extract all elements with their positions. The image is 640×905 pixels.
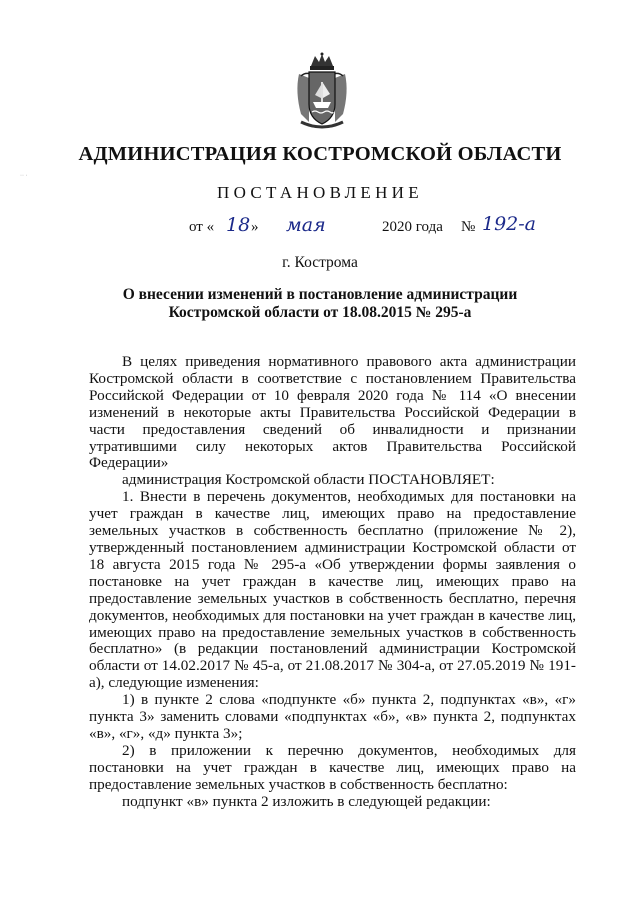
- document-title: [90, 286, 550, 322]
- date-prefix: от «: [189, 219, 215, 235]
- number-sign: №: [461, 219, 476, 235]
- document-body: [89, 354, 576, 810]
- date-year: 2020 года: [382, 219, 443, 235]
- coat-of-arms-emblem: [291, 52, 353, 132]
- date-day-handwritten: 18: [226, 214, 251, 236]
- paragraph-preamble: В целях приведения нормативного правового акта администрации Костромской области в соответствие с постановлением Правительства Российской Федерации от 10 февраля 2020 года № 114 «О внесении изменений в некоторые акты Правительства Российской Федерации в части предоставления сведений об инвалидности и признании утратившими силу некоторых актов Правительства Российской Федерации»: [89, 353, 576, 472]
- document-number-handwritten: 192-а: [482, 213, 537, 235]
- paragraph-item-1: 1. Внести в перечень документов, необходимых для постановки на учет граждан в качестве лиц, имеющих право на предоставление земельных участков в собственность бесплатно (приложение № 2), утвержденный постановлением администрации Костромской области от 18 августа 2015 года № 295-а «Об утверждении формы заявления о постановке на учет граждан в качестве лиц, имеющих право на предоставление земельных участков в собственность бесплатно, перечня документов, необходимых для постановки на учет граждан в качестве лиц, имеющих право на предоставление земельных участков в собственность бесплатно» (в редакции постановлений администрации Костромской области от 14.02.2017 № 45-а, от 21.08.2017 № 304-а, от 27.05.2019 № 191-а), следующие изменения:: [89, 488, 576, 692]
- title-line-2: Костромской области от 18.08.2015 № 295-а: [168, 304, 472, 321]
- paragraph-subitem-1: 1) в пункте 2 слова «подпункте «б» пункта 2, подпунктах «в», «г» пункта 3» заменить словами «подпунктах «б», «в» пункта 2, подпунктах «в», «г», «д» пункта 3»;: [89, 691, 576, 742]
- document-type: ПОСТАНОВЛЕНИЕ: [217, 183, 423, 202]
- margin-mark: ·· ·: [20, 173, 28, 179]
- agency-name: АДМИНИСТРАЦИЯ КОСТРОМСКОЙ ОБЛАСТИ: [78, 143, 562, 165]
- paragraph-resolves: администрация Костромской области ПОСТАНОВЛЯЕТ:: [122, 471, 495, 489]
- city: г. Кострома: [282, 254, 358, 271]
- date-month-handwritten: мая: [286, 214, 326, 236]
- date-close-quote: »: [251, 219, 259, 235]
- title-line-1: О внесении изменений в постановление администрации: [122, 286, 518, 303]
- paragraph-subitem-2: 2) в приложении к перечню документов, необходимых для постановки на учет граждан в качестве лиц, имеющих право на предоставление земельных участков в собственность бесплатно:: [89, 741, 576, 793]
- paragraph-subpoint: подпункт «в» пункта 2 изложить в следующей редакции:: [122, 792, 491, 810]
